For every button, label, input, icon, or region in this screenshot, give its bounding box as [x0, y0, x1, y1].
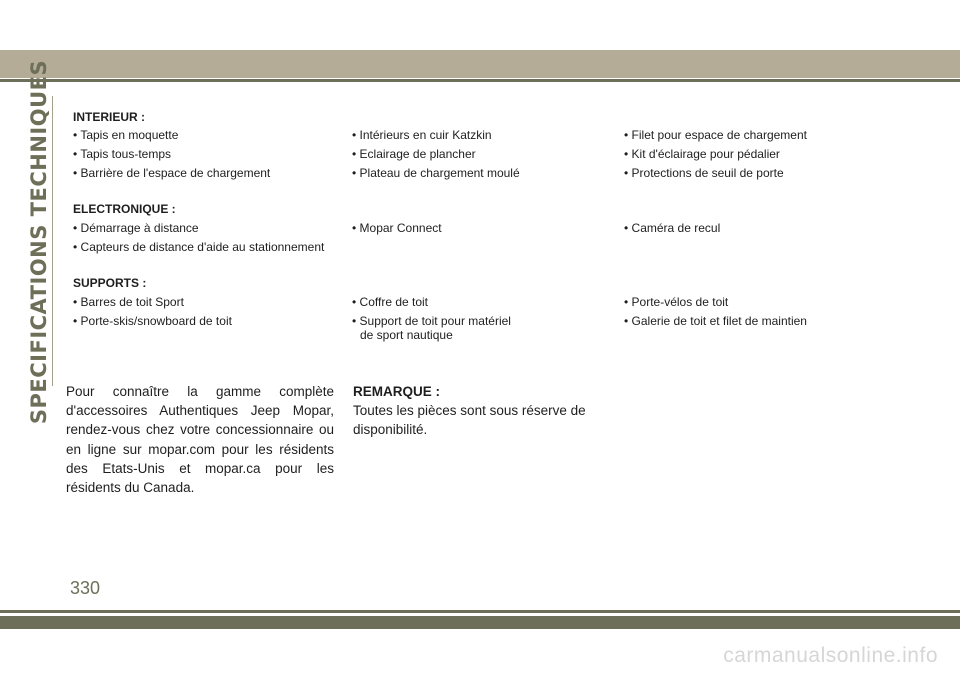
header-rule	[0, 79, 960, 82]
note-text: Toutes les pièces sont sous réserve de disponibilité.	[353, 403, 586, 438]
list-item: • Filet pour espace de chargement	[624, 128, 807, 142]
list-item: • Coffre de toit	[352, 295, 429, 309]
watermark: carmanualsonline.info	[723, 644, 938, 667]
page-number: 330	[70, 578, 101, 598]
section-side-tab	[26, 59, 52, 425]
list-item: • Galerie de toit et filet de maintien	[624, 314, 807, 328]
list-item: • Kit d'éclairage pour pédalier	[624, 147, 780, 161]
list-item: • Barres de toit Sport	[73, 295, 184, 309]
list-item: • Plateau de chargement moulé	[352, 166, 520, 180]
side-divider	[52, 96, 53, 386]
interieur-heading: INTERIEUR :	[73, 110, 145, 124]
list-item: • Porte-skis/snowboard de toit	[73, 314, 232, 328]
list-item: • Caméra de recul	[624, 221, 721, 235]
list-item-continuation: de sport nautique	[360, 328, 453, 342]
list-item: • Capteurs de distance d'aide au stationnement	[73, 240, 325, 254]
accessories-paragraph: Pour connaître la gamme complète d'accessoires Authentiques Jeep Mopar, rendez-vous chez votre concessionnaire ou en ligne sur mopar.com pour les résidents des Etats-Unis et mopar.ca pour les résidents du Canada.	[66, 384, 334, 496]
footer-rule	[0, 610, 960, 613]
footer-band	[0, 616, 960, 629]
list-item: • Barrière de l'espace de chargement	[73, 166, 271, 180]
list-item: • Tapis en moquette	[73, 128, 179, 142]
section-side-title: SPECIFICATIONS TECHNIQUES	[27, 59, 52, 425]
supports-heading: SUPPORTS :	[73, 276, 147, 290]
list-item: • Tapis tous-temps	[73, 147, 172, 161]
list-item: • Porte-vélos de toit	[624, 295, 729, 309]
list-item: • Démarrage à distance	[73, 221, 199, 235]
note-heading: REMARQUE :	[353, 384, 440, 399]
header-band	[0, 50, 960, 78]
list-item: • Support de toit pour matériel	[352, 314, 511, 328]
list-item: • Intérieurs en cuir Katzkin	[352, 128, 492, 142]
electronique-heading: ELECTRONIQUE :	[73, 202, 176, 216]
list-item: • Protections de seuil de porte	[624, 166, 784, 180]
list-item: • Mopar Connect	[352, 221, 442, 235]
list-item: • Eclairage de plancher	[352, 147, 476, 161]
